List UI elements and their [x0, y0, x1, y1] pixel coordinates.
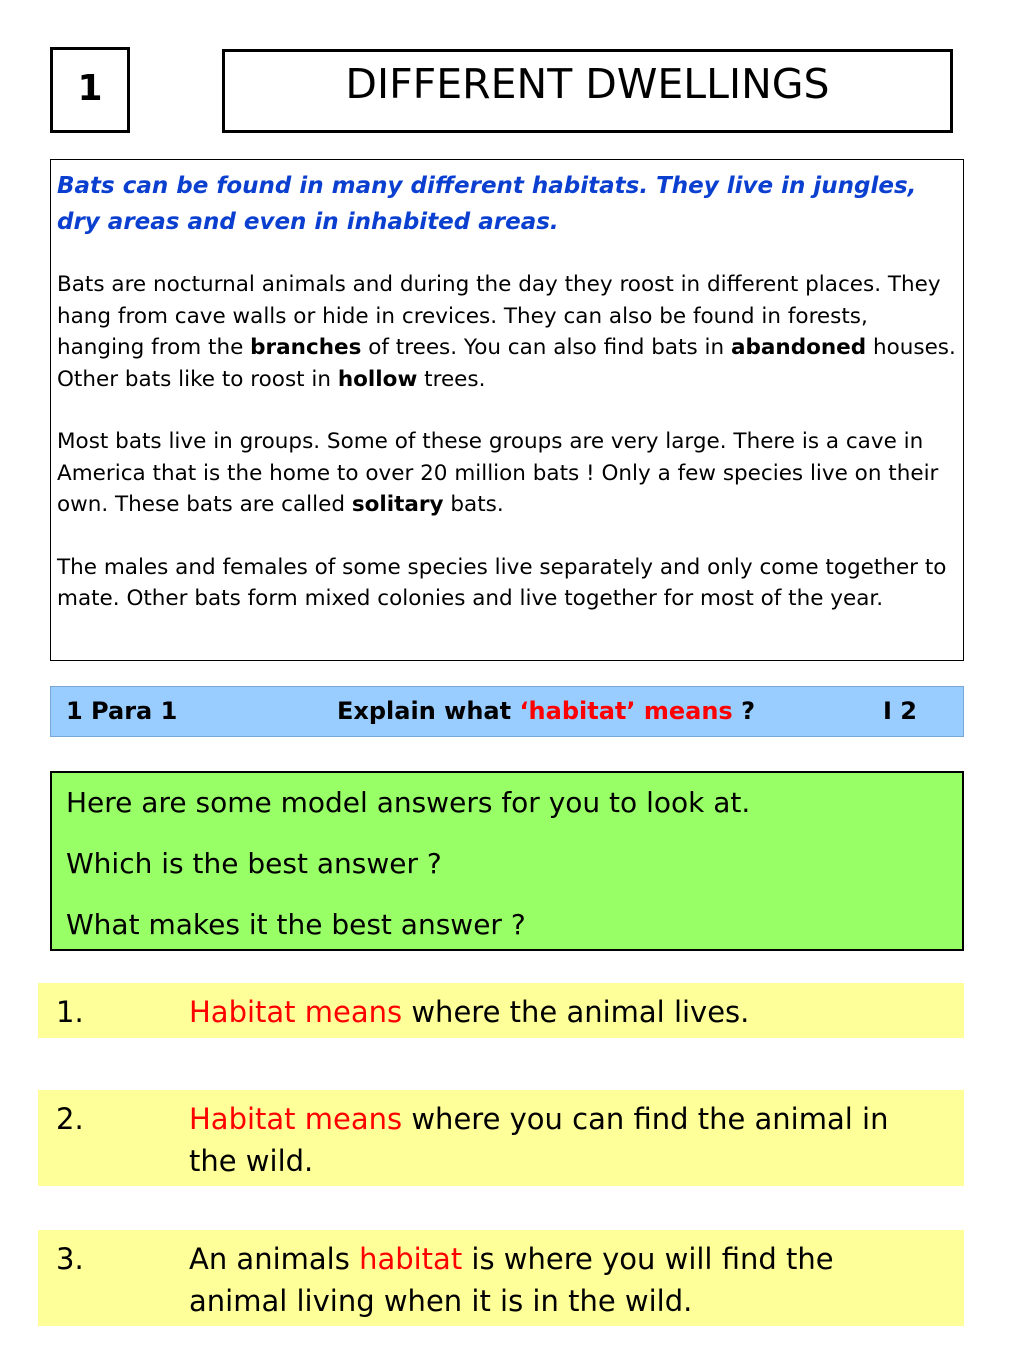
- p3-text-2: bats.: [443, 492, 504, 517]
- passage-paragraph-4: The males and females of some species live separately and only come together to mate. Other bats form mixed colonies and live together for most of the year.: [57, 554, 947, 611]
- prompt-line-2: Which is the best answer ?: [66, 847, 442, 880]
- page-title: [222, 49, 953, 133]
- section-number: [50, 47, 130, 133]
- answer-text: [189, 1238, 929, 1322]
- answer-number: 1.: [56, 995, 84, 1029]
- p2-keyword-branches: branches: [250, 335, 362, 360]
- passage-paragraph-2: [57, 269, 957, 395]
- answer-rest: where you can find the animal in the wild.: [189, 1102, 889, 1178]
- answer-highlight: habitat: [359, 1242, 463, 1276]
- p3-keyword-solitary: solitary: [351, 492, 444, 517]
- passage-paragraph-3: [57, 426, 957, 521]
- answer-text: [189, 1098, 929, 1182]
- answer-pre: An animals: [189, 1242, 360, 1276]
- passage-intro: Bats can be found in many different habitats. They live in jungles, dry areas and even in inhabited areas.: [57, 173, 917, 235]
- answer-text: [189, 991, 929, 1033]
- question-code: I 2: [883, 697, 917, 725]
- reading-passage: [50, 159, 964, 661]
- section-number-text: 1: [77, 68, 103, 109]
- question-suffix: ?: [732, 697, 755, 725]
- p2-text-4: trees.: [417, 366, 486, 392]
- answer-3: [38, 1230, 964, 1326]
- question-reference: 1 Para 1: [66, 697, 178, 725]
- model-answers-prompt: [50, 771, 964, 951]
- answer-2: [38, 1090, 964, 1186]
- answer-highlight: Habitat means: [189, 1102, 403, 1136]
- answer-rest: where the animal lives.: [402, 995, 750, 1029]
- p2-text-2: of trees. You can also find bats in: [361, 335, 731, 360]
- answer-highlight: Habitat means: [189, 995, 403, 1029]
- p2-keyword-abandoned: abandoned: [730, 335, 867, 360]
- answer-number: 3.: [56, 1242, 84, 1276]
- question-bar: [50, 686, 964, 737]
- p3-text-1: Most bats live in groups. Some of these groups are very large. There is a cave in America that is the home to over 20 million bats ! Only a few species live on their own. These bats are called: [57, 429, 939, 517]
- p2-text-3: houses. Other bats like to roost in: [57, 335, 956, 392]
- prompt-line-1: Here are some model answers for you to look at.: [66, 786, 751, 819]
- p2-keyword-hollow: hollow: [337, 366, 418, 392]
- answer-number: 2.: [56, 1102, 84, 1136]
- question-text: [337, 687, 755, 735]
- answer-1: [38, 983, 964, 1038]
- question-term: ‘habitat’ means: [519, 697, 733, 725]
- question-prefix: Explain what: [337, 697, 520, 725]
- prompt-line-3: What makes it the best answer ?: [66, 908, 526, 941]
- page-title-text: DIFFERENT DWELLINGS: [345, 60, 830, 108]
- answer-rest: is where you will find the animal living when it is in the wild.: [189, 1242, 834, 1318]
- p2-text-1: Bats are nocturnal animals and during the day they roost in different places. They hang from cave walls or hide in crevices. They can also be found in forests, hanging from the: [57, 272, 941, 360]
